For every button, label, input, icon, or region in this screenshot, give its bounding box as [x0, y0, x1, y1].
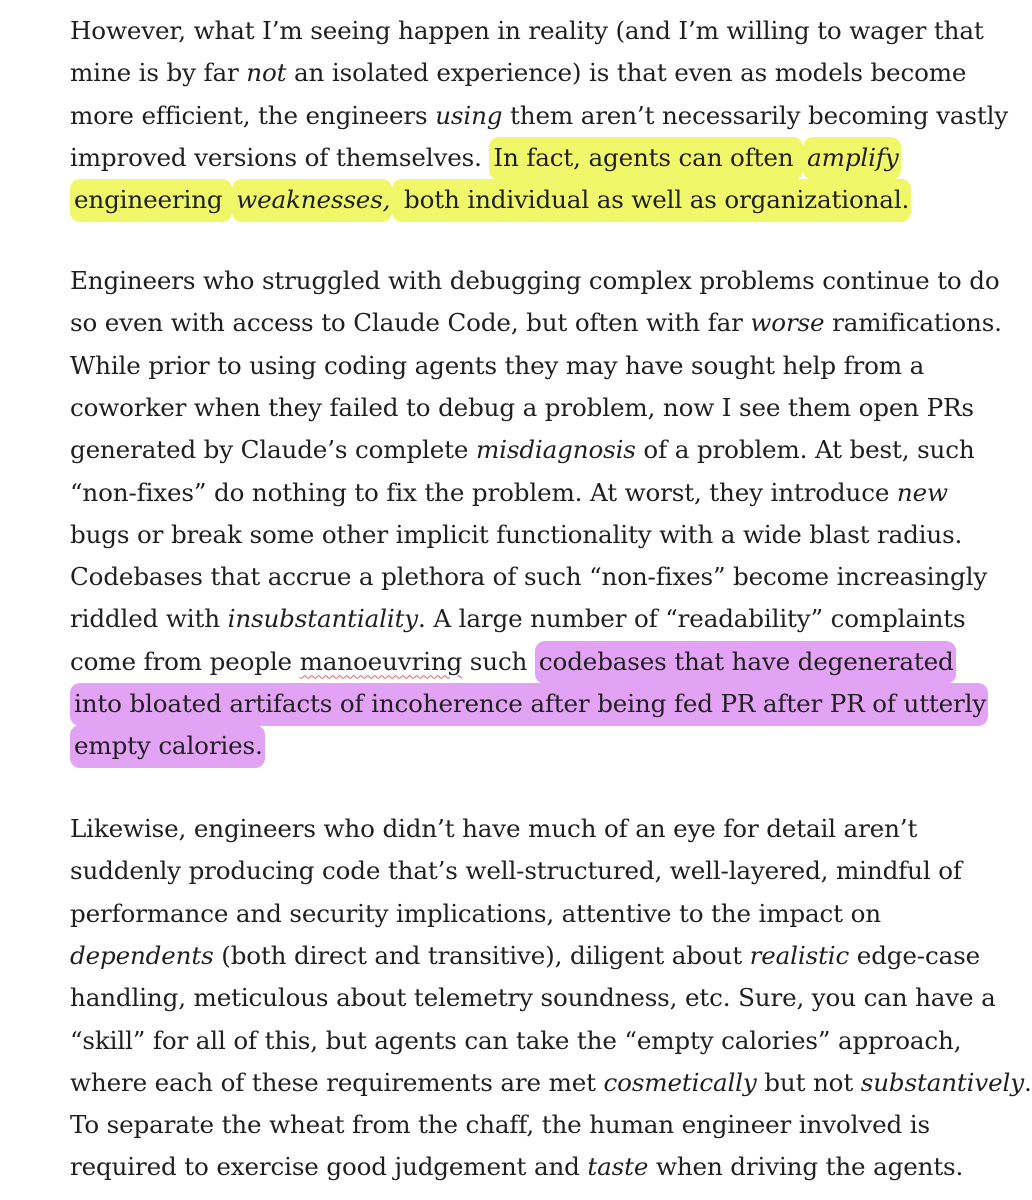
text-run: of a problem. At best, such: [635, 435, 975, 465]
text-line: [70, 514, 962, 556]
text-run: performance and security implications, attentive to the impact on: [70, 898, 881, 928]
text-run: such: [462, 646, 535, 676]
text-run: However, what I’m seeing happen in reality (and I’m willing to wager that: [70, 16, 984, 45]
yellow-highlight: amplify: [803, 137, 900, 180]
text-line: [70, 556, 987, 598]
text-line: [70, 641, 956, 683]
text-run: Codebases that accrue a plethora of such “non-fixes” become increasingly: [70, 562, 988, 592]
text-run: . A large number of “readability” complaints: [418, 604, 966, 634]
yellow-highlight: both individual as well as organizational.: [392, 179, 911, 222]
text-line: [70, 387, 974, 429]
text-run: required to exercise good judgement and: [70, 1152, 588, 1182]
text-line: [70, 179, 911, 221]
emphasis-text: taste: [587, 1152, 649, 1182]
text-run: .: [1023, 1067, 1032, 1097]
text-line: [70, 429, 975, 471]
text-line: [70, 52, 966, 94]
emphasis-text: substantively: [860, 1067, 1024, 1097]
text-run: While prior to using coding agents they may have sought help from a: [70, 350, 925, 380]
purple-highlight: codebases that have degenerated: [535, 641, 956, 684]
text-run: suddenly producing code that’s well-structured, well-layered, mindful of: [70, 856, 962, 886]
text-run: generated by Claude’s complete: [70, 435, 476, 465]
text-run: Engineers who struggled with debugging complex problems continue to do: [70, 266, 1000, 295]
text-run: improved versions of themselves.: [70, 142, 490, 172]
text-line: [70, 345, 924, 387]
purple-highlight: into bloated artifacts of incoherence after being fed PR after PR of utterly: [70, 683, 988, 726]
yellow-highlight: weaknesses,: [232, 179, 392, 222]
text-run: where each of these requirements are met: [70, 1067, 604, 1097]
purple-highlight: empty calories.: [70, 725, 265, 768]
text-line: [70, 808, 917, 850]
text-run: handling, meticulous about telemetry soundness, etc. Sure, you can have a: [70, 983, 996, 1013]
emphasis-text: dependents: [70, 940, 214, 970]
text-line: [70, 260, 999, 302]
text-run: bugs or break some other implicit functionality with a wide blast radius.: [70, 519, 963, 549]
text-run: but not: [756, 1067, 861, 1097]
text-run: so even with access to Claude Code, but often with far: [70, 308, 751, 338]
text-line: [70, 725, 265, 767]
text-run: ramifications.: [824, 308, 1002, 338]
text-line: [70, 137, 901, 179]
text-line: [70, 1104, 930, 1146]
yellow-highlight: In fact, agents can often: [489, 137, 803, 180]
emphasis-text: new: [896, 477, 948, 507]
text-line: [70, 1020, 961, 1062]
emphasis-text: worse: [750, 308, 825, 338]
text-line: [70, 472, 948, 514]
text-run: them aren’t necessarily becoming vastly: [502, 100, 1009, 130]
emphasis-text: misdiagnosis: [475, 435, 636, 465]
text-run: edge-case: [849, 940, 980, 970]
text-run: coworker when they failed to debug a problem, now I see them open PRs: [70, 392, 974, 422]
emphasis-text: realistic: [749, 940, 850, 970]
text-line: [70, 10, 984, 52]
text-line: [70, 850, 962, 892]
text-run: To separate the wheat from the chaff, the human engineer involved is: [70, 1110, 930, 1140]
text-run: (both direct and transitive), diligent about: [213, 940, 750, 970]
yellow-highlight: engineering: [70, 179, 232, 222]
text-run: “skill” for all of this, but agents can take the “empty calories” approach,: [70, 1025, 962, 1055]
text-run: riddled with: [70, 604, 228, 634]
text-line: [70, 302, 1002, 344]
emphasis-text: cosmetically: [603, 1067, 757, 1097]
text-run: more efficient, the engineers: [70, 100, 436, 130]
text-run: an isolated experience) is that even as models become: [286, 58, 967, 88]
text-run: “non-fixes” do nothing to fix the problem. At worst, they introduce: [70, 477, 897, 507]
text-line: [70, 683, 988, 725]
text-line: [70, 1146, 963, 1188]
text-line: [70, 893, 881, 935]
emphasis-text: not: [246, 58, 287, 88]
text-line: [70, 935, 980, 977]
text-line: [70, 1062, 1032, 1104]
text-line: [70, 95, 1008, 137]
text-line: [70, 977, 996, 1019]
text-line: [70, 598, 966, 640]
text-run: when driving the agents.: [648, 1152, 964, 1182]
text-run: come from people: [70, 646, 300, 676]
text-run: mine is by far: [70, 58, 247, 88]
emphasis-text: using: [435, 100, 503, 130]
spellcheck-flagged-word: manoeuvring: [299, 646, 463, 676]
text-run: Likewise, engineers who didn’t have much of an eye for detail aren’t: [70, 814, 918, 843]
emphasis-text: insubstantiality: [227, 604, 419, 634]
